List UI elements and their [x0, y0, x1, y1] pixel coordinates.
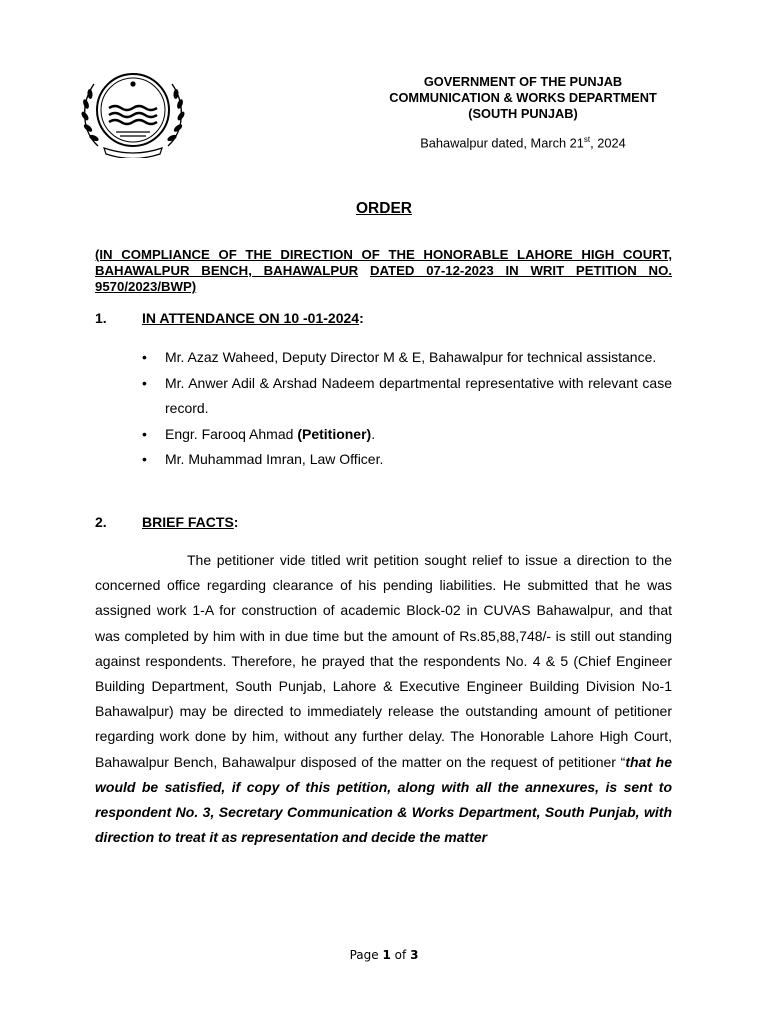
list-item [142, 345, 672, 371]
section-colon: : [359, 310, 364, 326]
list-item [142, 422, 672, 448]
attendee-list [142, 345, 672, 473]
attendee-role: (Petitioner) [297, 425, 372, 442]
section-title: BRIEF FACTS [142, 514, 234, 530]
section-facts-heading [95, 514, 238, 530]
attendee-text: Mr. Anwer Adil & Arshad Nadeem departmental representative with relevant case record. [165, 374, 672, 416]
list-item [142, 447, 672, 473]
list-item [142, 371, 672, 422]
letterhead-line-region: (SOUTH PUNJAB) [468, 106, 578, 121]
compliance-petition-ref: DATED 07-12-2023 IN WRIT PETITION NO. 9570/2023/BWP) [95, 263, 672, 294]
facts-court-quote: that he would be satisfied, if copy of this petition, along with all the annexures, is sent to respondent No. 3, Secretary Communication & Works Department, South Punjab, with direction to treat it as representation and decide the matter [95, 753, 673, 846]
dateline-year: , 2024 [590, 135, 626, 151]
attendee-text: Mr. Muhammad Imran, Law Officer. [165, 451, 384, 467]
section-attendance-heading [95, 310, 364, 326]
attendee-text: Engr. Farooq Ahmad [165, 425, 298, 442]
attendee-text: Mr. Azaz Waheed, Deputy Director M & E, Bahawalpur for technical assistance. [165, 349, 657, 365]
dateline [360, 135, 686, 150]
compliance-heading [95, 247, 672, 295]
section-number: 1. [95, 310, 107, 326]
page-word: Page [349, 948, 379, 962]
page-footer [0, 948, 768, 962]
attendee-text-end: . [371, 425, 376, 442]
compliance-court-ref: (IN COMPLIANCE OF THE DIRECTION OF THE HONORABLE LAHORE HIGH COURT, BAHAWALPUR BENCH, BAHAWALPUR [95, 247, 672, 278]
punjab-government-seal-icon [76, 64, 190, 158]
dateline-prefix: Bahawalpur dated, March 21 [420, 135, 584, 151]
page-total: 3 [410, 948, 419, 962]
section-title: IN ATTENDANCE ON 10 -01-2024 [142, 310, 360, 326]
brief-facts-paragraph [95, 548, 672, 850]
facts-body: The petitioner vide titled writ petition sought relief to issue a direction to the concerned office regarding clearance of his pending liabilities. He submitted that he was assigned work 1-A for construction of academic Block-02 in CUVAS Bahawalpur, and that was completed by him with in due time but the amount of Rs.85,88,748/- is still out standing against respondents. Therefore, he prayed that the respondents No. 4 & 5 (Chief Engineer Building Department, South Punjab, Lahore & Executive Engineer Building Division No-1 Bahawalpur) may be directed to immediately release the outstanding amount of petitioner regarding work done by him, without any further delay. The Honorable Lahore High Court, Bahawalpur Bench, Bahawalpur disposed of the matter on the request of petitioner “ [95, 552, 672, 770]
order-title: ORDER [356, 200, 412, 217]
section-colon: : [233, 514, 239, 530]
letterhead-line-department: COMMUNICATION & WORKS DEPARTMENT [389, 90, 657, 105]
of-word: of [394, 948, 407, 962]
compliance-gap [358, 263, 370, 278]
dateline-ordinal-suffix: st [583, 135, 591, 144]
section-number: 2. [95, 514, 107, 530]
page-number: 1 [382, 948, 391, 962]
letterhead-line-government: GOVERNMENT OF THE PUNJAB [423, 74, 623, 89]
